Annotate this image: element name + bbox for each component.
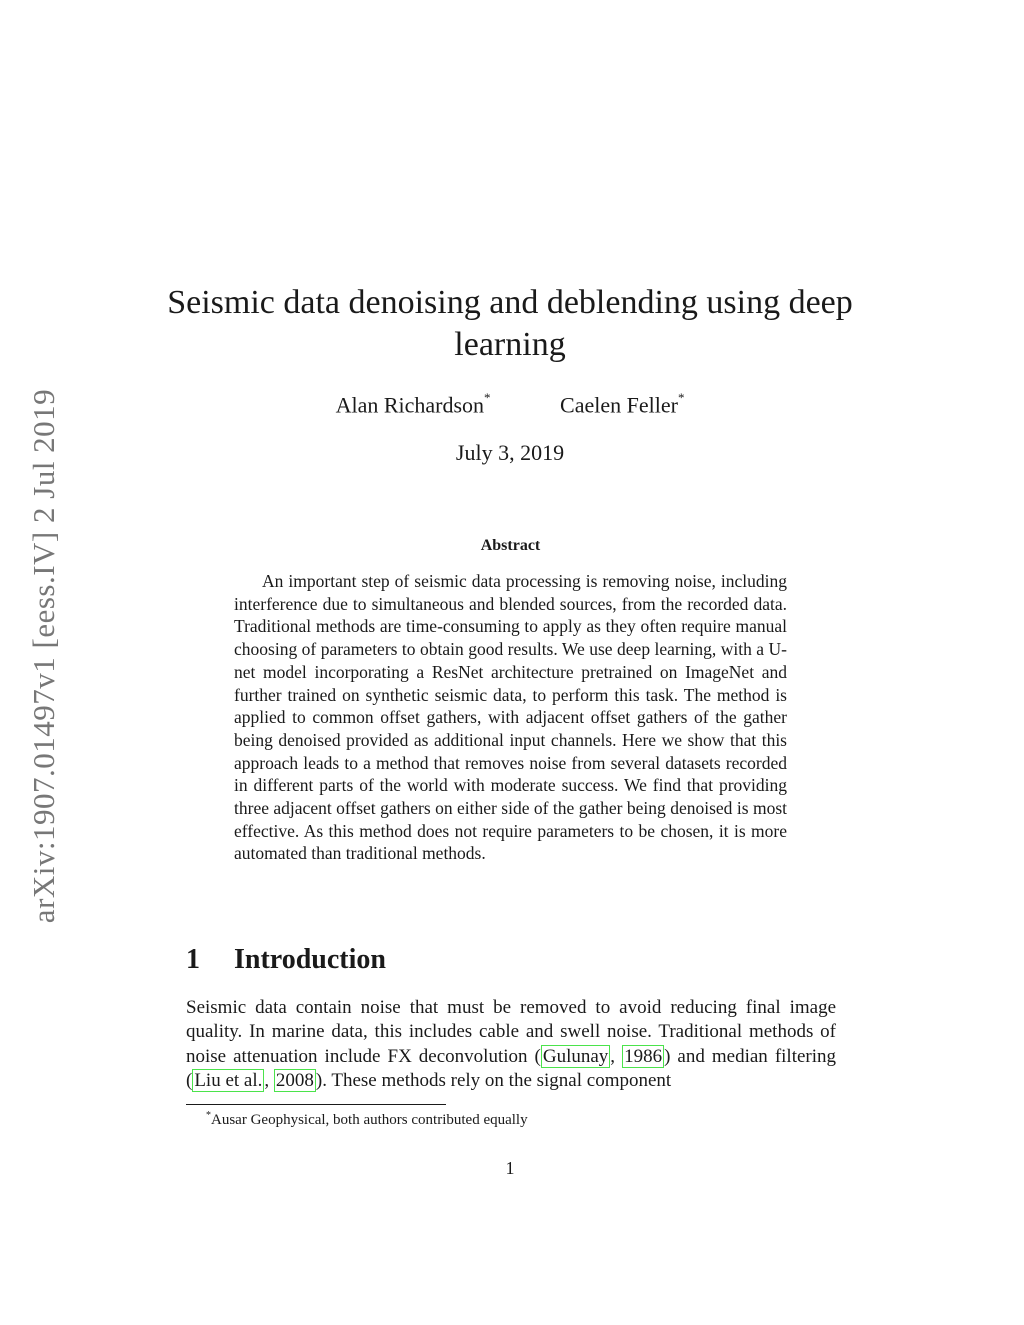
citation-separator: , bbox=[264, 1069, 274, 1091]
citation-link-year[interactable]: 2008 bbox=[275, 1069, 314, 1091]
footnote-text: Ausar Geophysical, both authors contributed equally bbox=[211, 1112, 528, 1128]
publication-date: July 3, 2019 bbox=[455, 440, 565, 465]
citation-link-author[interactable]: Gulunay bbox=[542, 1045, 609, 1067]
paper-title: Seismic data denoising and deblending using deep learning bbox=[167, 284, 853, 363]
author-name: Caelen Feller bbox=[560, 392, 678, 418]
citation-separator: , bbox=[610, 1045, 623, 1067]
author-2 bbox=[560, 392, 684, 418]
author-name: Alan Richardson bbox=[335, 392, 485, 418]
section-number: 1 bbox=[186, 944, 200, 975]
paragraph-text: Seismic data contain noise that must be removed to avoid reducing final image quality. In marine data, this includes cable and swell noise. Traditional methods of noise attenuation include FX deconvolution ( bbox=[186, 997, 836, 1067]
citation-link-author[interactable]: Liu et al. bbox=[194, 1069, 263, 1091]
citation-link-year[interactable]: 1986 bbox=[624, 1045, 663, 1067]
paragraph-text: ). These methods rely on the signal component bbox=[315, 1069, 672, 1091]
paragraph-text: ) and median filtering ( bbox=[186, 1045, 837, 1091]
section-title: Introduction bbox=[234, 944, 386, 975]
author-1 bbox=[336, 392, 491, 418]
introduction-paragraph bbox=[186, 996, 836, 1093]
footnote-mark: * bbox=[206, 1110, 211, 1121]
arxiv-identifier-stamp: arXiv:1907.01497v1 [eess.IV] 2 Jul 2019 bbox=[26, 388, 61, 924]
affiliation-mark: * bbox=[677, 390, 685, 405]
author-list bbox=[150, 392, 870, 418]
page-number: 1 bbox=[505, 1158, 515, 1178]
abstract-heading: Abstract bbox=[480, 537, 541, 554]
footnote bbox=[206, 1110, 836, 1129]
section-heading bbox=[186, 944, 836, 976]
abstract-body: An important step of seismic data processing is removing noise, including interference due to simultaneous and blended sources, from the recorded data. Traditional methods are time-consuming to apply as they often require manual choosing of parameters to obtain good results. We use deep learning, with a U-net model incorporating a ResNet architecture pretrained on ImageNet and further trained on synthetic seismic data, to perform this task. The method is applied to common offset gathers, with adjacent offset gathers of the gather being denoised provided as additional input channels. Here we show that this approach leads to a method that removes noise from several datasets recorded in different parts of the world with moderate success. We find that providing three adjacent offset gathers on either side of the gather being denoised is most effective. As this method does not require parameters to be chosen, it is more automated than traditional methods. bbox=[234, 571, 787, 864]
footnote-divider bbox=[186, 1104, 446, 1105]
affiliation-mark: * bbox=[484, 390, 491, 405]
